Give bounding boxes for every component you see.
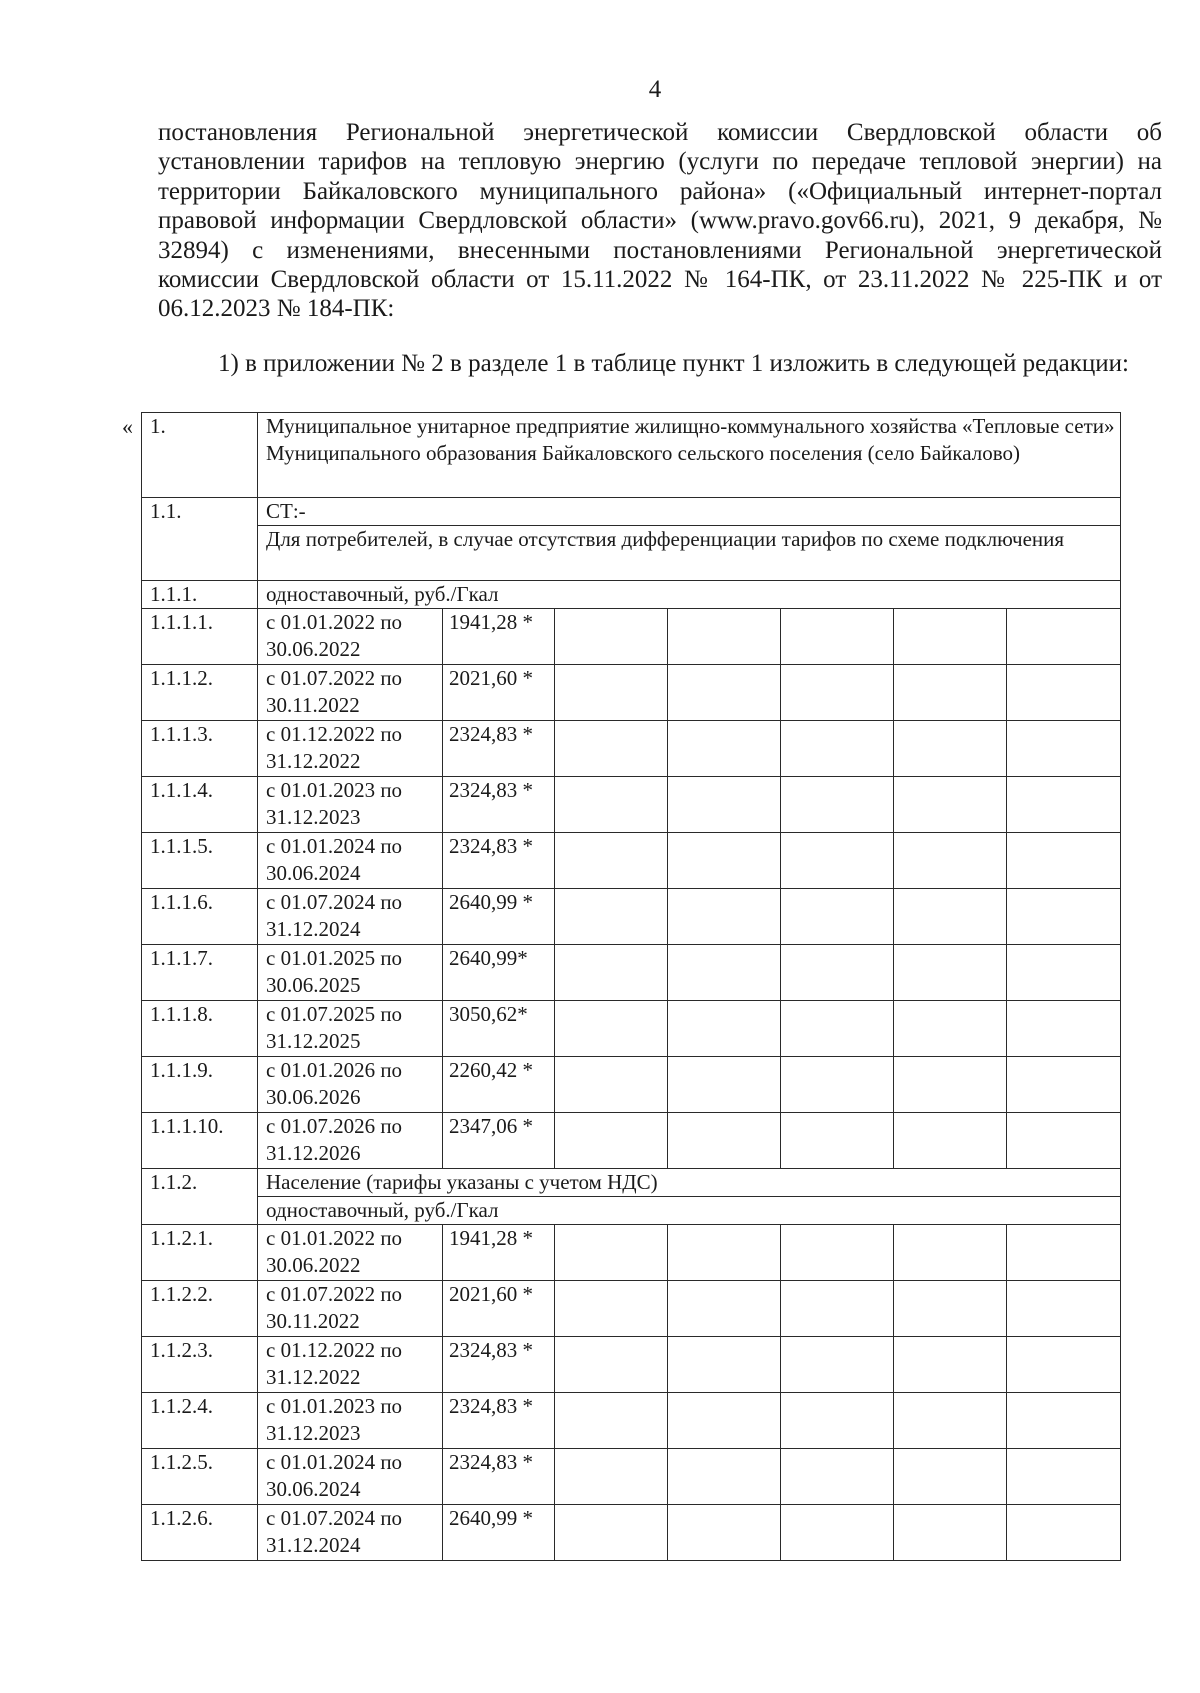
table-row (142, 1001, 1121, 1057)
table-row (142, 1113, 1121, 1169)
table-row (142, 1505, 1121, 1561)
empty-cell (781, 665, 894, 721)
table-row (142, 1393, 1121, 1449)
empty-cell (1007, 1281, 1121, 1337)
empty-cell (555, 1057, 668, 1113)
row-number: 1.1.2.3. (142, 1337, 258, 1393)
empty-cell (668, 777, 781, 833)
empty-cell (668, 833, 781, 889)
row-number: 1.1.1.5. (142, 833, 258, 889)
row-period: с 01.07.2022 по 30.11.2022 (258, 1281, 443, 1337)
org-number: 1. (142, 413, 258, 498)
row-number: 1.1.2.1. (142, 1225, 258, 1281)
row-number: 1.1.2.6. (142, 1505, 258, 1561)
row-value: 2260,42 * (443, 1057, 555, 1113)
empty-cell (894, 1337, 1007, 1393)
empty-cell (781, 777, 894, 833)
section-label: Население (тарифы указаны с учетом НДС) (258, 1169, 1121, 1197)
empty-cell (555, 721, 668, 777)
row-value: 1941,28 * (443, 1225, 555, 1281)
empty-cell (894, 721, 1007, 777)
row-value: 2324,83 * (443, 1337, 555, 1393)
empty-cell (1007, 721, 1121, 777)
empty-cell (668, 665, 781, 721)
empty-cell (555, 1505, 668, 1561)
empty-cell (668, 1113, 781, 1169)
empty-cell (781, 1113, 894, 1169)
row-period: с 01.12.2022 по 31.12.2022 (258, 721, 443, 777)
empty-cell (668, 609, 781, 665)
section-description: Для потребителей, в случае отсутствия дифференциации тарифов по схеме подключения (258, 526, 1121, 581)
empty-cell (894, 777, 1007, 833)
empty-cell (894, 609, 1007, 665)
section-number: 1.1.2. (142, 1169, 258, 1225)
empty-cell (555, 777, 668, 833)
empty-cell (1007, 945, 1121, 1001)
empty-cell (555, 1393, 668, 1449)
table-row (142, 945, 1121, 1001)
empty-cell (1007, 1393, 1121, 1449)
section-label: СТ:- (258, 498, 1121, 526)
empty-cell (894, 945, 1007, 1001)
empty-cell (781, 1337, 894, 1393)
empty-cell (1007, 833, 1121, 889)
row-value: 2021,60 * (443, 665, 555, 721)
table-row (142, 665, 1121, 721)
empty-cell (555, 609, 668, 665)
table-row (142, 1225, 1121, 1281)
empty-cell (668, 1449, 781, 1505)
table-row (142, 833, 1121, 889)
empty-cell (894, 1057, 1007, 1113)
subsection-number: 1.1.1. (142, 581, 258, 609)
empty-cell (1007, 777, 1121, 833)
empty-cell (555, 1001, 668, 1057)
row-period: с 01.07.2024 по 31.12.2024 (258, 1505, 443, 1561)
empty-cell (668, 1505, 781, 1561)
empty-cell (781, 945, 894, 1001)
row-value: 3050,62* (443, 1001, 555, 1057)
row-number: 1.1.1.9. (142, 1057, 258, 1113)
row-number: 1.1.2.5. (142, 1449, 258, 1505)
empty-cell (1007, 889, 1121, 945)
table-row (142, 889, 1121, 945)
empty-cell (781, 1057, 894, 1113)
table-row (142, 609, 1121, 665)
table-row (142, 1197, 1121, 1225)
empty-cell (668, 945, 781, 1001)
row-value: 2640,99* (443, 945, 555, 1001)
empty-cell (781, 1281, 894, 1337)
empty-cell (781, 889, 894, 945)
empty-cell (555, 1449, 668, 1505)
row-period: с 01.01.2026 по 30.06.2026 (258, 1057, 443, 1113)
row-number: 1.1.2.4. (142, 1393, 258, 1449)
empty-cell (555, 1225, 668, 1281)
table-row (142, 413, 1121, 498)
row-period: с 01.07.2026 по 31.12.2026 (258, 1113, 443, 1169)
row-number: 1.1.1.6. (142, 889, 258, 945)
empty-cell (1007, 1113, 1121, 1169)
empty-cell (668, 889, 781, 945)
empty-cell (1007, 1225, 1121, 1281)
empty-cell (555, 1281, 668, 1337)
empty-cell (781, 1393, 894, 1449)
empty-cell (894, 833, 1007, 889)
row-value: 2347,06 * (443, 1113, 555, 1169)
row-value: 2324,83 * (443, 1449, 555, 1505)
item-paragraph: 1) в приложении № 2 в разделе 1 в таблице пункт 1 изложить в следующей редакции: (218, 350, 1129, 377)
empty-cell (668, 1281, 781, 1337)
empty-cell (894, 1113, 1007, 1169)
empty-cell (668, 1057, 781, 1113)
table-row (142, 1337, 1121, 1393)
row-period: с 01.01.2023 по 31.12.2023 (258, 777, 443, 833)
empty-cell (781, 721, 894, 777)
row-value: 2324,83 * (443, 777, 555, 833)
row-value: 2324,83 * (443, 833, 555, 889)
empty-cell (668, 1337, 781, 1393)
empty-cell (894, 1393, 1007, 1449)
row-period: с 01.01.2022 по 30.06.2022 (258, 1225, 443, 1281)
table-row (142, 1449, 1121, 1505)
empty-cell (1007, 665, 1121, 721)
opening-quote: « (122, 414, 133, 439)
page-number: 4 (648, 76, 662, 103)
empty-cell (894, 1281, 1007, 1337)
org-name: Муниципальное унитарное предприятие жилищно-коммунального хозяйства «Тепловые сети» Муниципального образования Байкаловского сельского поселения (село Байкалово) (258, 413, 1121, 498)
subsection-label: одноставочный, руб./Гкал (258, 581, 1121, 609)
empty-cell (781, 1225, 894, 1281)
table-row (142, 1057, 1121, 1113)
empty-cell (668, 1225, 781, 1281)
row-number: 1.1.1.1. (142, 609, 258, 665)
row-period: с 01.07.2024 по 31.12.2024 (258, 889, 443, 945)
row-value: 2021,60 * (443, 1281, 555, 1337)
empty-cell (668, 1393, 781, 1449)
row-period: с 01.01.2025 по 30.06.2025 (258, 945, 443, 1001)
empty-cell (781, 1505, 894, 1561)
empty-cell (781, 609, 894, 665)
empty-cell (781, 833, 894, 889)
empty-cell (555, 1113, 668, 1169)
row-value: 1941,28 * (443, 609, 555, 665)
table-row (142, 498, 1121, 526)
empty-cell (555, 665, 668, 721)
empty-cell (781, 1001, 894, 1057)
table-row (142, 581, 1121, 609)
empty-cell (1007, 1505, 1121, 1561)
row-value: 2640,99 * (443, 889, 555, 945)
row-period: с 01.01.2024 по 30.06.2024 (258, 1449, 443, 1505)
row-number: 1.1.1.10. (142, 1113, 258, 1169)
row-number: 1.1.2.2. (142, 1281, 258, 1337)
row-period: с 01.07.2022 по 30.11.2022 (258, 665, 443, 721)
empty-cell (894, 1505, 1007, 1561)
empty-cell (555, 833, 668, 889)
row-value: 2324,83 * (443, 721, 555, 777)
tariff-table (141, 412, 1121, 1561)
empty-cell (555, 1337, 668, 1393)
empty-cell (668, 1001, 781, 1057)
row-number: 1.1.1.8. (142, 1001, 258, 1057)
table-row (142, 777, 1121, 833)
row-period: с 01.01.2022 по 30.06.2022 (258, 609, 443, 665)
row-period: с 01.01.2024 по 30.06.2024 (258, 833, 443, 889)
empty-cell (781, 1449, 894, 1505)
empty-cell (894, 1449, 1007, 1505)
empty-cell (1007, 1449, 1121, 1505)
row-period: с 01.01.2023 по 31.12.2023 (258, 1393, 443, 1449)
intro-paragraph: постановления Региональной энергетической комиссии Свердловской области об установлении тарифов на тепловую энергию (услуги по передаче тепловой энергии) на территории Байкаловского муниципального района» («Официальный интернет-портал правовой информации Свердловской области» (www.pravo.gov66.ru), 2021, 9 декабря, № 32894) с изменениями, внесенными постановлениями Региональной энергетической комиссии Свердловской области от 15.11.2022 № 164-ПК, от 23.11.2022 № 225-ПК и от 06.12.2023 № 184-ПК: (158, 119, 1162, 323)
row-number: 1.1.1.4. (142, 777, 258, 833)
row-period: с 01.12.2022 по 31.12.2022 (258, 1337, 443, 1393)
empty-cell (894, 889, 1007, 945)
row-value: 2324,83 * (443, 1393, 555, 1449)
subsection-label: одноставочный, руб./Гкал (258, 1197, 1121, 1225)
empty-cell (555, 945, 668, 1001)
row-value: 2640,99 * (443, 1505, 555, 1561)
empty-cell (555, 889, 668, 945)
empty-cell (668, 721, 781, 777)
row-number: 1.1.1.2. (142, 665, 258, 721)
empty-cell (1007, 1057, 1121, 1113)
row-period: с 01.07.2025 по 31.12.2025 (258, 1001, 443, 1057)
empty-cell (1007, 1001, 1121, 1057)
section-number: 1.1. (142, 498, 258, 581)
row-number: 1.1.1.3. (142, 721, 258, 777)
empty-cell (1007, 1337, 1121, 1393)
table-row (142, 526, 1121, 581)
empty-cell (894, 1225, 1007, 1281)
empty-cell (1007, 609, 1121, 665)
table-row (142, 721, 1121, 777)
empty-cell (894, 1001, 1007, 1057)
empty-cell (894, 665, 1007, 721)
row-number: 1.1.1.7. (142, 945, 258, 1001)
table-row (142, 1281, 1121, 1337)
table-row (142, 1169, 1121, 1197)
